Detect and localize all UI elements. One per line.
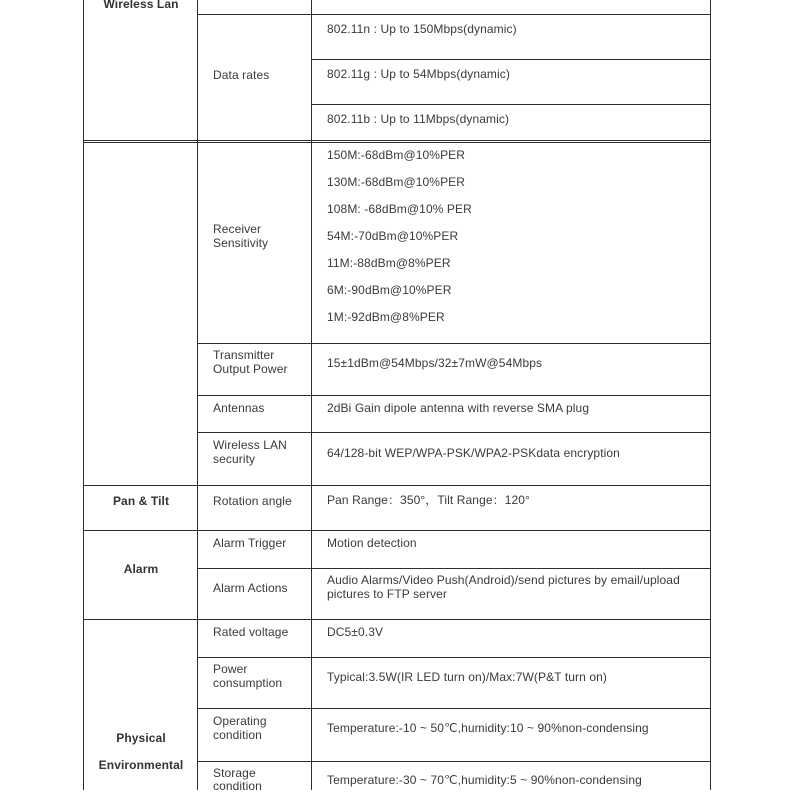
row-divider	[311, 104, 711, 105]
label-receiver-sensitivity: Receiver	[213, 222, 262, 236]
label-storage-condition-line2: condition	[213, 779, 262, 793]
value-rated-voltage: DC5±0.3V	[327, 625, 384, 639]
label-data-rates: Data rates	[213, 68, 270, 82]
category-wireless-lan: Wireless Lan	[103, 0, 179, 11]
value-alarm-trigger: Motion detection	[327, 536, 417, 550]
row-divider	[197, 708, 711, 709]
value-alarm-actions: Audio Alarms/Video Push(Android)/send pictures by email/upload	[327, 573, 680, 587]
value-sensitivity-54m: 54M:-70dBm@10%PER	[327, 229, 459, 243]
value-sensitivity-11m: 11M:-88dBm@8%PER	[327, 256, 451, 270]
row-divider	[83, 485, 711, 486]
row-divider	[197, 432, 711, 433]
row-divider	[197, 14, 711, 15]
value-power-consumption: Typical:3.5W(IR LED turn on)/Max:7W(P&T turn on)	[327, 670, 607, 684]
category-alarm: Alarm	[123, 562, 159, 576]
label-operating-condition-line2: condition	[213, 728, 262, 742]
value-operating-condition: Temperature:-10 ~ 50℃,humidity:10 ~ 90%non-condensing	[327, 721, 649, 735]
row-divider	[197, 657, 711, 658]
value-sensitivity-130m: 130M:-68dBm@10%PER	[327, 175, 466, 189]
category-pan-tilt: Pan & Tilt	[112, 494, 170, 508]
value-antennas: 2dBi Gain dipole antenna with reverse SMA plug	[327, 401, 590, 415]
label-wireless-lan-security-line2: security	[213, 452, 256, 466]
row-divider	[311, 59, 711, 60]
label-power-consumption: Power	[213, 662, 248, 676]
row-divider	[197, 343, 711, 344]
value-data-rate-80211g: 802.11g : Up to 54Mbps(dynamic)	[327, 67, 510, 81]
value-rotation-angle: Pan Range：350°，Tilt Range：120°	[327, 493, 530, 507]
table-border-left	[83, 0, 84, 790]
value-storage-condition: Temperature:-30 ~ 70℃,humidity:5 ~ 90%non-condensing	[327, 773, 642, 787]
label-rated-voltage: Rated voltage	[213, 625, 289, 639]
value-data-rate-80211b: 802.11b : Up to 11Mbps(dynamic)	[327, 112, 510, 126]
category-physical: Physical	[116, 731, 166, 745]
label-antennas: Antennas	[213, 401, 265, 415]
label-operating-condition: Operating	[213, 714, 267, 728]
label-transmitter-output-power: Transmitter	[213, 348, 275, 362]
row-divider	[83, 140, 711, 141]
label-wireless-lan-security: Wireless LAN	[213, 438, 287, 452]
row-divider	[83, 619, 711, 620]
value-wireless-lan-security: 64/128-bit WEP/WPA-PSK/WPA2-PSKdata encryption	[327, 446, 620, 460]
row-divider	[83, 530, 711, 531]
row-divider	[83, 142, 711, 143]
value-data-rate-80211n: 802.11n : Up to 150Mbps(dynamic)	[327, 22, 517, 36]
label-rotation-angle: Rotation angle	[213, 494, 292, 508]
value-transmitter-output-power: 15±1dBm@54Mbps/32±7mW@54Mbps	[327, 356, 543, 370]
value-sensitivity-150m: 150M:-68dBm@10%PER	[327, 148, 466, 162]
value-sensitivity-108m: 108M: -68dBm@10% PER	[327, 202, 472, 216]
label-alarm-actions: Alarm Actions	[213, 581, 288, 595]
value-sensitivity-6m: 6M:-90dBm@10%PER	[327, 283, 452, 297]
value-alarm-actions-line2: pictures to FTP server	[327, 587, 448, 601]
label-alarm-trigger: Alarm Trigger	[213, 536, 287, 550]
row-divider	[197, 761, 711, 762]
label-storage-condition: Storage	[213, 766, 256, 780]
label-power-consumption-line2: consumption	[213, 676, 283, 690]
row-divider	[197, 395, 711, 396]
row-divider	[197, 568, 711, 569]
category-environmental: Environmental	[98, 758, 184, 772]
label-transmitter-output-power-line2: Output Power	[213, 362, 288, 376]
value-sensitivity-1m: 1M:-92dBm@8%PER	[327, 310, 445, 324]
label-receiver-sensitivity-line2: Sensitivity	[213, 236, 269, 250]
